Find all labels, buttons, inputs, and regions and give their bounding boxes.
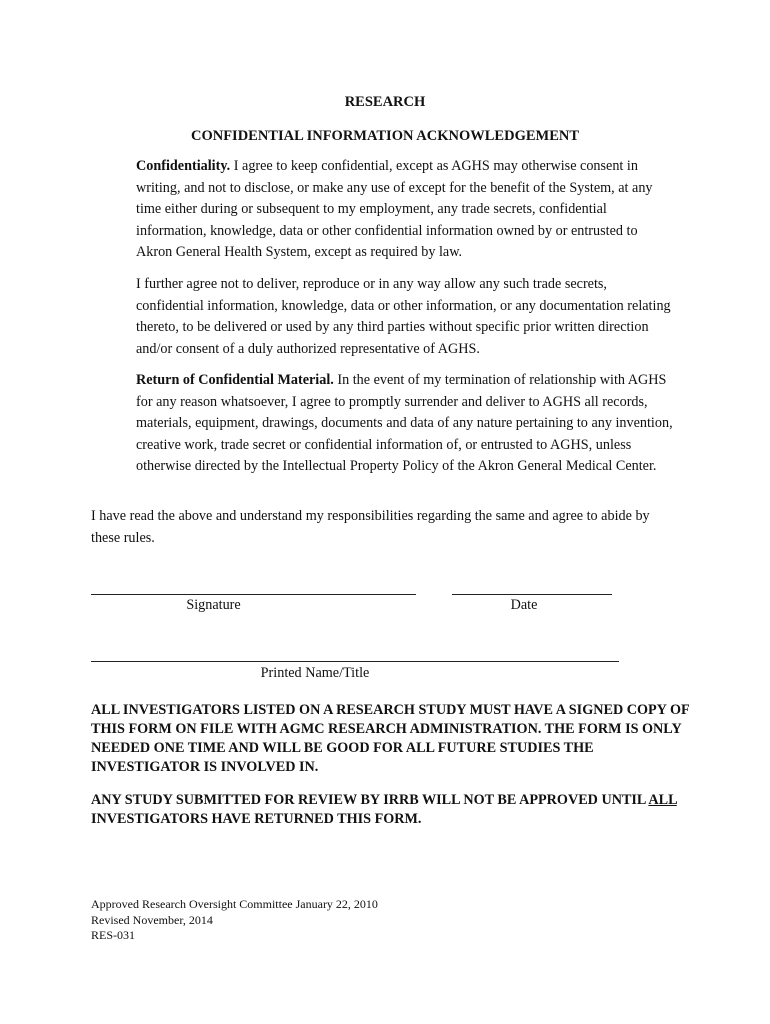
revision-line: Revised November, 2014: [91, 912, 213, 927]
document-subheading: CONFIDENTIAL INFORMATION ACKNOWLEDGEMENT: [190, 128, 580, 144]
review-notice-emphasis: ALL: [648, 792, 677, 808]
approval-line: Approved Research Oversight Committee January 22, 2010: [91, 897, 378, 911]
review-notice: [91, 791, 691, 829]
return-text: In the event of my termination of relationship with AGHS for any reason whatsoever, I agree to promptly surrender and deliver to AGHS all records, materials, equipment, drawings, documents and data of any nature pertaining to any invention, creative work, trade secret or confidential information of, or entrusted to AGHS, unless otherwise directed by the Intellectual Property Policy of the Akron General Medical Center.: [136, 372, 673, 474]
acknowledgement-paragraph: I have read the above and understand my responsibilities regarding the same and agree to abide by these rules.: [91, 508, 650, 546]
date-label: Date: [510, 597, 538, 613]
document-heading: RESEARCH: [344, 94, 426, 110]
signature-label: Signature: [186, 597, 241, 613]
further-agreement-paragraph: I further agree not to deliver, reproduce or in any way allow any such trade secrets, confidential information, knowledge, data or other information, or any documentation relating thereto, to be delivered or used by any third parties without specific prior written direction and/or consent of a duly authorized representative of AGHS.: [136, 276, 671, 357]
review-notice-start: ANY STUDY SUBMITTED FOR REVIEW BY IRRB WILL NOT BE APPROVED UNTIL: [91, 792, 649, 808]
confidentiality-text: I agree to keep confidential, except as AGHS may otherwise consent in writing, and not to disclose, or make any use of except for the benefit of the System, at any time either during or subsequent to my employment, any trade secrets, confidential information, knowledge, data or other confidential information owned by or entrusted to Akron General Health System, except as required by law.: [136, 158, 653, 260]
investigators-notice: ALL INVESTIGATORS LISTED ON A RESEARCH STUDY MUST HAVE A SIGNED COPY OF THIS FORM ON FILE WITH AGMC RESEARCH ADMINISTRATION. THE FORM IS ONLY NEEDED ONE TIME AND WILL BE GOOD FOR ALL FUTURE STUDIES THE INVESTIGATOR IS INVOLVED IN.: [91, 702, 690, 775]
form-id: RES-031: [91, 928, 136, 942]
printed-name-label: Printed Name/Title: [260, 665, 370, 681]
confidentiality-paragraph: [136, 156, 676, 264]
printed-name-line[interactable]: [91, 661, 619, 662]
date-line[interactable]: [452, 594, 612, 595]
return-material-paragraph: [136, 370, 676, 478]
document-footer: [91, 897, 378, 944]
signature-line[interactable]: [91, 594, 416, 595]
review-notice-end: INVESTIGATORS HAVE RETURNED THIS FORM.: [91, 811, 422, 827]
return-label: Return of Confidential Material.: [136, 372, 334, 388]
confidentiality-label: Confidentiality.: [136, 158, 231, 174]
